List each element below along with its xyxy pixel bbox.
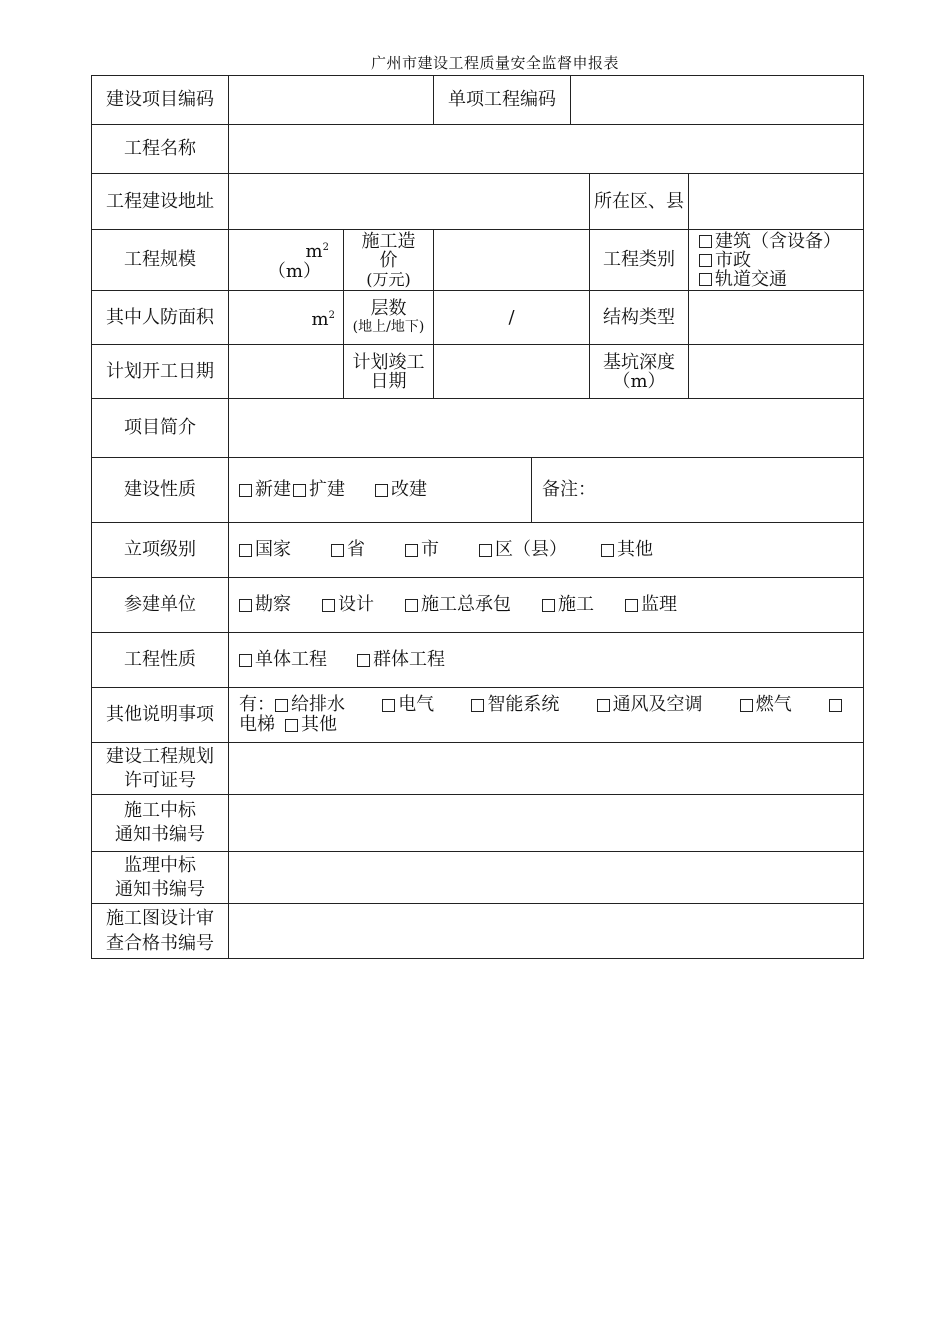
label-level: 立项级别 <box>91 522 229 578</box>
nature-options <box>228 457 532 523</box>
bid-notice-field[interactable] <box>228 794 864 852</box>
units-option-construction[interactable]: 施工 <box>542 595 594 615</box>
checkbox-icon <box>382 699 395 712</box>
pit-depth-field[interactable] <box>688 344 864 399</box>
label-other: 其他说明事项 <box>91 687 229 743</box>
checkbox-icon <box>239 599 252 612</box>
other-option-elevator-box[interactable] <box>829 695 845 715</box>
checkbox-icon <box>239 654 252 667</box>
other-option-water[interactable]: 有： 给排水 <box>239 694 345 715</box>
level-option-province[interactable]: 省 <box>331 540 365 560</box>
units-option-general-contract[interactable]: 施工总承包 <box>405 595 511 615</box>
label-address: 工程建设地址 <box>91 173 229 230</box>
district-field[interactable] <box>688 173 864 230</box>
label-start-date: 计划开工日期 <box>91 344 229 399</box>
checkbox-icon <box>375 484 388 497</box>
checkbox-icon <box>285 719 298 732</box>
label-finish-date: 计划竣工 日期 <box>343 344 434 399</box>
checkbox-icon <box>699 254 712 267</box>
label-scale: 工程规模 <box>91 229 229 291</box>
label-eng-nature: 工程性质 <box>91 632 229 688</box>
category-options <box>688 229 864 291</box>
structure-field[interactable] <box>688 290 864 345</box>
units-option-survey[interactable]: 勘察 <box>239 595 291 615</box>
checkbox-icon <box>405 599 418 612</box>
units-option-design[interactable]: 设计 <box>322 595 374 615</box>
label-units: 参建单位 <box>91 577 229 633</box>
label-district: 所在区、县 <box>589 173 689 230</box>
checkbox-icon <box>293 484 306 497</box>
other-option-elevator[interactable]: 电梯 <box>239 714 275 735</box>
checkbox-icon <box>542 599 555 612</box>
form-title: 广州市建设工程质量安全监督申报表 <box>370 54 619 72</box>
label-civil-area: 其中人防面积 <box>91 290 229 345</box>
category-option-building[interactable]: 建筑（含设备） <box>699 232 841 251</box>
permit-field[interactable] <box>228 742 864 795</box>
scale-unit-m: （m） <box>267 261 321 282</box>
checkbox-icon <box>479 544 492 557</box>
other-option-gas[interactable]: 燃气 <box>740 695 792 715</box>
checkbox-icon <box>699 273 712 286</box>
label-supervision-notice: 监理中标 通知书编号 <box>91 851 229 904</box>
checkbox-icon <box>239 484 252 497</box>
nature-option-expand[interactable]: 扩建 <box>293 480 345 500</box>
category-option-rail[interactable]: 轨道交通 <box>699 270 787 289</box>
checkbox-icon <box>331 544 344 557</box>
cost-field[interactable] <box>433 229 590 291</box>
checkbox-icon <box>322 599 335 612</box>
units-option-supervision[interactable]: 监理 <box>625 595 677 615</box>
supervision-notice-field[interactable] <box>228 851 864 904</box>
checkbox-icon <box>405 544 418 557</box>
other-option-smart[interactable]: 智能系统 <box>471 695 559 715</box>
eng-nature-options <box>228 632 864 688</box>
label-category: 工程类别 <box>589 229 689 291</box>
finish-date-field[interactable] <box>433 344 590 399</box>
checkbox-icon <box>471 699 484 712</box>
single-code-field[interactable] <box>570 75 864 125</box>
units-options <box>228 577 864 633</box>
level-option-city[interactable]: 市 <box>405 540 439 560</box>
level-option-national[interactable]: 国家 <box>239 540 291 560</box>
checkbox-icon <box>275 699 288 712</box>
civil-area-field[interactable] <box>228 290 344 345</box>
other-option-other[interactable]: 其他 <box>285 715 337 735</box>
checkbox-icon <box>740 699 753 712</box>
label-nature: 建设性质 <box>91 457 229 523</box>
label-review-cert: 施工图设计审 查合格书编号 <box>91 903 229 959</box>
label-floors: 层数 (地上/地下) <box>343 290 434 345</box>
label-intro: 项目简介 <box>91 398 229 458</box>
checkbox-icon <box>625 599 638 612</box>
label-structure: 结构类型 <box>589 290 689 345</box>
start-date-field[interactable] <box>228 344 344 399</box>
checkbox-icon <box>699 235 712 248</box>
checkbox-icon <box>597 699 610 712</box>
level-options <box>228 522 864 578</box>
project-code-field[interactable] <box>228 75 434 125</box>
floors-field[interactable]: / <box>433 290 590 345</box>
nature-option-new[interactable]: 新建 <box>239 480 291 500</box>
review-cert-field[interactable] <box>228 903 864 959</box>
civil-area-unit: $m^2$ <box>311 308 335 330</box>
level-option-other[interactable]: 其他 <box>601 540 653 560</box>
label-permit: 建设工程规划 许可证号 <box>91 742 229 795</box>
label-project-name: 工程名称 <box>91 124 229 174</box>
label-pit-depth: 基坑深度 （m） <box>589 344 689 399</box>
label-single-code: 单项工程编码 <box>433 75 571 125</box>
other-option-electric[interactable]: 电气 <box>382 695 434 715</box>
eng-nature-option-group[interactable]: 群体工程 <box>357 650 445 670</box>
project-name-field[interactable] <box>228 124 864 174</box>
other-option-hvac[interactable]: 通风及空调 <box>597 695 703 715</box>
label-project-code: 建设项目编码 <box>91 75 229 125</box>
checkbox-icon <box>239 544 252 557</box>
label-cost: 施工造 价 (万元) <box>343 229 434 291</box>
address-field[interactable] <box>228 173 590 230</box>
scale-field[interactable] <box>228 229 344 291</box>
label-bid-notice: 施工中标 通知书编号 <box>91 794 229 852</box>
other-options-line1 <box>239 695 845 715</box>
eng-nature-option-single[interactable]: 单体工程 <box>239 650 327 670</box>
remarks-field[interactable]: 备注： <box>531 457 864 523</box>
other-options-line2 <box>239 715 337 735</box>
nature-option-rebuild[interactable]: 改建 <box>375 480 427 500</box>
other-options <box>228 687 864 743</box>
checkbox-icon <box>357 654 370 667</box>
intro-field[interactable] <box>228 398 864 458</box>
level-option-district[interactable]: 区（县） <box>479 540 567 560</box>
checkbox-icon <box>829 699 842 712</box>
scale-unit-m2: $m^2$ <box>305 241 329 262</box>
checkbox-icon <box>601 544 614 557</box>
category-option-municipal[interactable]: 市政 <box>699 251 751 270</box>
